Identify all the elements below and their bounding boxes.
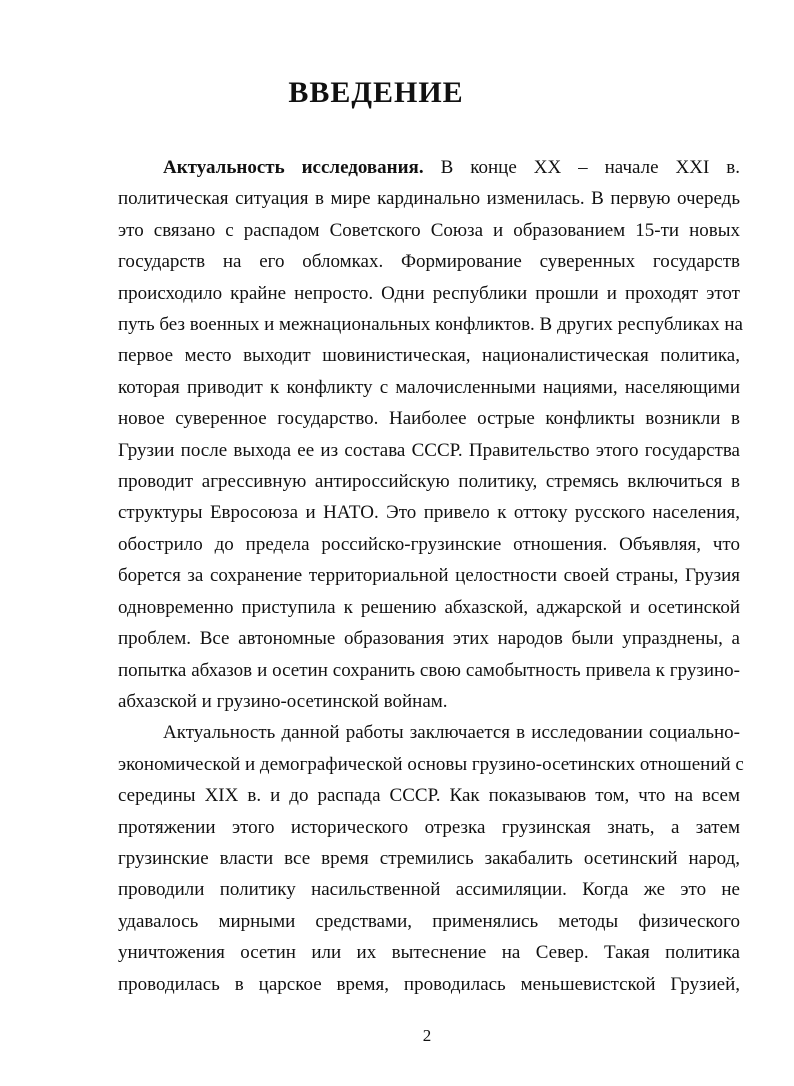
text-line: государств на его обломках. Формирование суверенных государств xyxy=(118,251,740,273)
text-line: обострило до предела российско-грузинские отношения. Объявляя, что xyxy=(118,533,740,555)
text-line: удавалось мирными средствами, применялись методы физического xyxy=(118,910,740,932)
text-line: новое суверенное государство. Наиболее острые конфликты возникли в xyxy=(118,408,740,430)
page-title: ВВЕДЕНИЕ xyxy=(288,76,464,109)
text-line: борется за сохранение территориальной целостности своей страны, Грузия xyxy=(118,565,740,587)
paragraph-2 xyxy=(118,717,744,1000)
text-line: уничтожения осетин или их вытеснение на Север. Такая политика xyxy=(118,942,740,964)
text-line: первое место выходит шовинистическая, националистическая политика, xyxy=(118,345,740,367)
text-line: путь без военных и межнациональных конфликтов. В других республиках на xyxy=(118,314,743,336)
text-line: политическая ситуация в мире кардинально изменилась. В первую очередь xyxy=(118,188,740,210)
text-line: Грузии после выхода ее из состава СССР. Правительство этого государства xyxy=(118,439,740,461)
text-line: проводилась в царское время, проводилась меньшевистской Грузией, xyxy=(118,973,740,995)
text-line: протяжении этого исторического отрезка грузинская знать, а затем xyxy=(118,816,740,838)
text-line: экономической и демографической основы грузино-осетинских отношений с xyxy=(118,753,744,775)
text-line: проблем. Все автономные образования этих народов были упразднены, а xyxy=(118,628,740,650)
text-line: происходило крайне непросто. Одни республики прошли и проходят этот xyxy=(118,282,740,304)
text-line: проводит агрессивную антироссийскую политику, стремясь включиться в xyxy=(118,471,740,493)
text-line-content: В конце XX – начале XXI в. xyxy=(440,157,740,178)
lead-bold-phrase: Актуальность исследования. xyxy=(163,157,424,178)
text-line: которая приводит к конфликту с малочисленными нациями, населяющими xyxy=(118,376,740,398)
text-line: грузинские власти все время стремились закабалить осетинский народ, xyxy=(118,847,740,869)
text-line: структуры Евросоюза и НАТО. Это привело к оттоку русского населения, xyxy=(118,502,740,524)
text-line: абхазской и грузино-осетинской войнам. xyxy=(118,690,448,712)
text-line: проводили политику насильственной ассимиляции. Когда же это не xyxy=(118,879,740,901)
document-body xyxy=(118,152,744,1000)
text-line xyxy=(118,152,740,183)
text-line: Актуальность данной работы заключается в исследовании социально- xyxy=(163,722,740,744)
paragraph-1 xyxy=(118,152,743,717)
text-line: это связано с распадом Советского Союза и образованием 15-ти новых xyxy=(118,219,740,241)
page-number: 2 xyxy=(422,1026,432,1045)
text-line: одновременно приступила к решению абхазской, аджарской и осетинской xyxy=(118,596,740,618)
text-line: середины XIX в. и до распада СССР. Как показываюв том, что на всем xyxy=(118,785,740,807)
text-line: попытка абхазов и осетин сохранить свою самобытность привела к грузино- xyxy=(118,659,740,681)
